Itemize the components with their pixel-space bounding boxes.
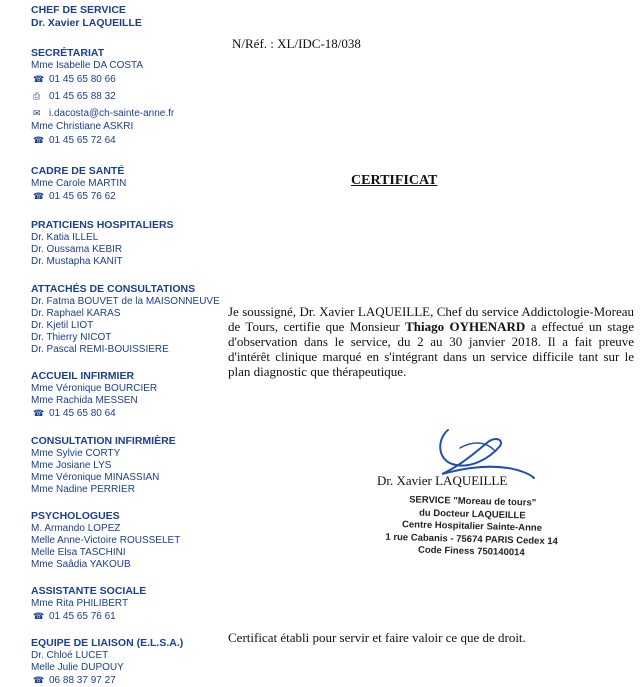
stamp-line: SERVICE "Moreau de tours"	[409, 494, 537, 509]
accueil-title: ACCUEIL INFIRMIER	[31, 370, 135, 382]
certificate-body	[228, 304, 634, 379]
email-address: i.dacosta@ch-sainte-anne.fr	[49, 108, 175, 119]
reference-number: N/Réf. : XL/IDC-18/038	[232, 36, 361, 51]
mail-icon	[33, 106, 45, 120]
chef-title: CHEF DE SERVICE	[31, 4, 126, 16]
list-item: Melle Elsa TASCHINI	[31, 547, 126, 558]
secretariat-fax	[31, 87, 231, 106]
closing-statement: Certificat établi pour servir et faire valoir ce que de droit.	[228, 630, 526, 645]
phone-number: 01 45 65 72 64	[49, 135, 116, 146]
list-item: Melle Julie DUPOUY	[31, 662, 124, 673]
list-item: Dr. Raphael KARAS	[31, 308, 121, 319]
section-cadre	[31, 165, 231, 203]
chef-name: Dr. Xavier LAQUEILLE	[31, 17, 142, 29]
secretariat-person: Mme Isabelle DA COSTA	[31, 60, 144, 71]
official-stamp	[351, 493, 593, 562]
psychologues-title: PSYCHOLOGUES	[31, 510, 120, 522]
section-psychologues	[31, 510, 231, 571]
phone-icon	[33, 133, 45, 147]
list-item: Mme Josiane LYS	[31, 460, 112, 471]
staff-directory-sidebar	[31, 4, 231, 687]
list-item: Dr. Kjetil LIOT	[31, 320, 94, 331]
list-item: Dr. Fatma BOUVET de la MAISONNEUVE	[31, 296, 220, 307]
secretariat-person-2: Mme Christiane ASKRI	[31, 121, 134, 132]
body-text-part1: Je soussigné, Dr. Xavier LAQUEILLE, Chef du service Addictologie-Moreau de Tours, certifie que Monsieur	[228, 304, 634, 334]
stamp-line: du Docteur LAQUEILLE	[418, 507, 526, 521]
phone-icon	[33, 72, 45, 86]
list-item: Dr. Chloé LUCET	[31, 650, 109, 661]
list-item: Mme Sylvie CORTY	[31, 448, 121, 459]
list-item: Melle Anne-Victoire ROUSSELET	[31, 535, 181, 546]
phone-icon	[33, 407, 45, 419]
assistante-person: Mme Rita PHILIBERT	[31, 598, 129, 609]
phone-number: 01 45 65 80 66	[49, 74, 116, 85]
signatory-name: Dr. Xavier LAQUEILLE	[377, 473, 508, 488]
fax-icon	[33, 87, 45, 105]
cadre-person: Mme Carole MARTIN	[31, 178, 127, 189]
accueil-phone	[31, 407, 231, 420]
body-text-part2: a effectué un stage d'observation dans le service, du 2 au 30 janvier 2018. Il a fait preuve d'intérêt clinique marqué en s'intégrant dans un service difficile tant sur le plan diagnostic que thérapeutique.	[228, 319, 634, 379]
phone-icon	[33, 674, 45, 686]
list-item: Mme Véronique MINASSIAN	[31, 472, 160, 483]
cadre-title: CADRE DE SANTÉ	[31, 165, 125, 177]
list-item: Mme Nadine PERRIER	[31, 484, 135, 495]
list-item: Mme Saâdia YAKOUB	[31, 559, 131, 570]
section-secretariat	[31, 47, 231, 148]
stamp-line: Centre Hospitalier Sainte-Anne	[401, 519, 543, 534]
liaison-title: EQUIPE DE LIAISON (E.L.S.A.)	[31, 637, 184, 649]
phone-number: 01 45 65 76 62	[49, 191, 116, 202]
secretariat-email	[31, 106, 231, 121]
praticiens-title: PRATICIENS HOSPITALIERS	[31, 219, 174, 231]
phone-number: 01 45 65 76 61	[49, 611, 116, 622]
secretariat-title: SECRÉTARIAT	[31, 47, 105, 59]
section-attaches	[31, 283, 231, 356]
list-item: M. Armando LOPEZ	[31, 523, 121, 534]
list-item: Dr. Thierry NICOT	[31, 332, 112, 343]
list-item: Dr. Katia ILLEL	[31, 232, 99, 243]
stamp-line: Code Finess 750140014	[417, 544, 525, 559]
section-assistante	[31, 585, 231, 623]
phone-icon	[33, 610, 45, 622]
phone-number: 01 45 65 80 64	[49, 408, 116, 419]
list-item: Mme Véronique BOURCIER	[31, 383, 158, 394]
section-liaison	[31, 637, 231, 687]
stamp-line: 1 rue Cabanis - 75674 PARIS Cedex 14	[385, 531, 559, 547]
list-item: Dr. Mustapha KANIT	[31, 256, 123, 267]
assistante-phone	[31, 610, 231, 623]
section-consultation	[31, 435, 231, 496]
certificate-title: CERTIFICAT	[351, 173, 438, 188]
list-item: Dr. Oussama KEBIR	[31, 244, 123, 255]
list-item: Mme Rachida MESSEN	[31, 395, 138, 406]
section-chef	[31, 4, 231, 30]
phone-number: 06 88 37 97 27	[49, 675, 116, 686]
assistante-title: ASSISTANTE SOCIALE	[31, 585, 147, 597]
secretariat-phone	[31, 72, 231, 87]
liaison-phone	[31, 674, 231, 687]
section-praticiens	[31, 219, 231, 268]
trainee-name: Thiago OYHENARD	[405, 319, 526, 334]
section-accueil	[31, 370, 231, 420]
attaches-title: ATTACHÉS DE CONSULTATIONS	[31, 283, 196, 295]
secretariat-phone-2	[31, 133, 231, 148]
phone-icon	[33, 190, 45, 202]
cadre-phone	[31, 190, 231, 203]
fax-number: 01 45 65 88 32	[49, 91, 116, 102]
consultation-title: CONSULTATION INFIRMIÈRE	[31, 435, 176, 447]
list-item: Dr. Pascal REMI-BOUISSIERE	[31, 344, 169, 355]
